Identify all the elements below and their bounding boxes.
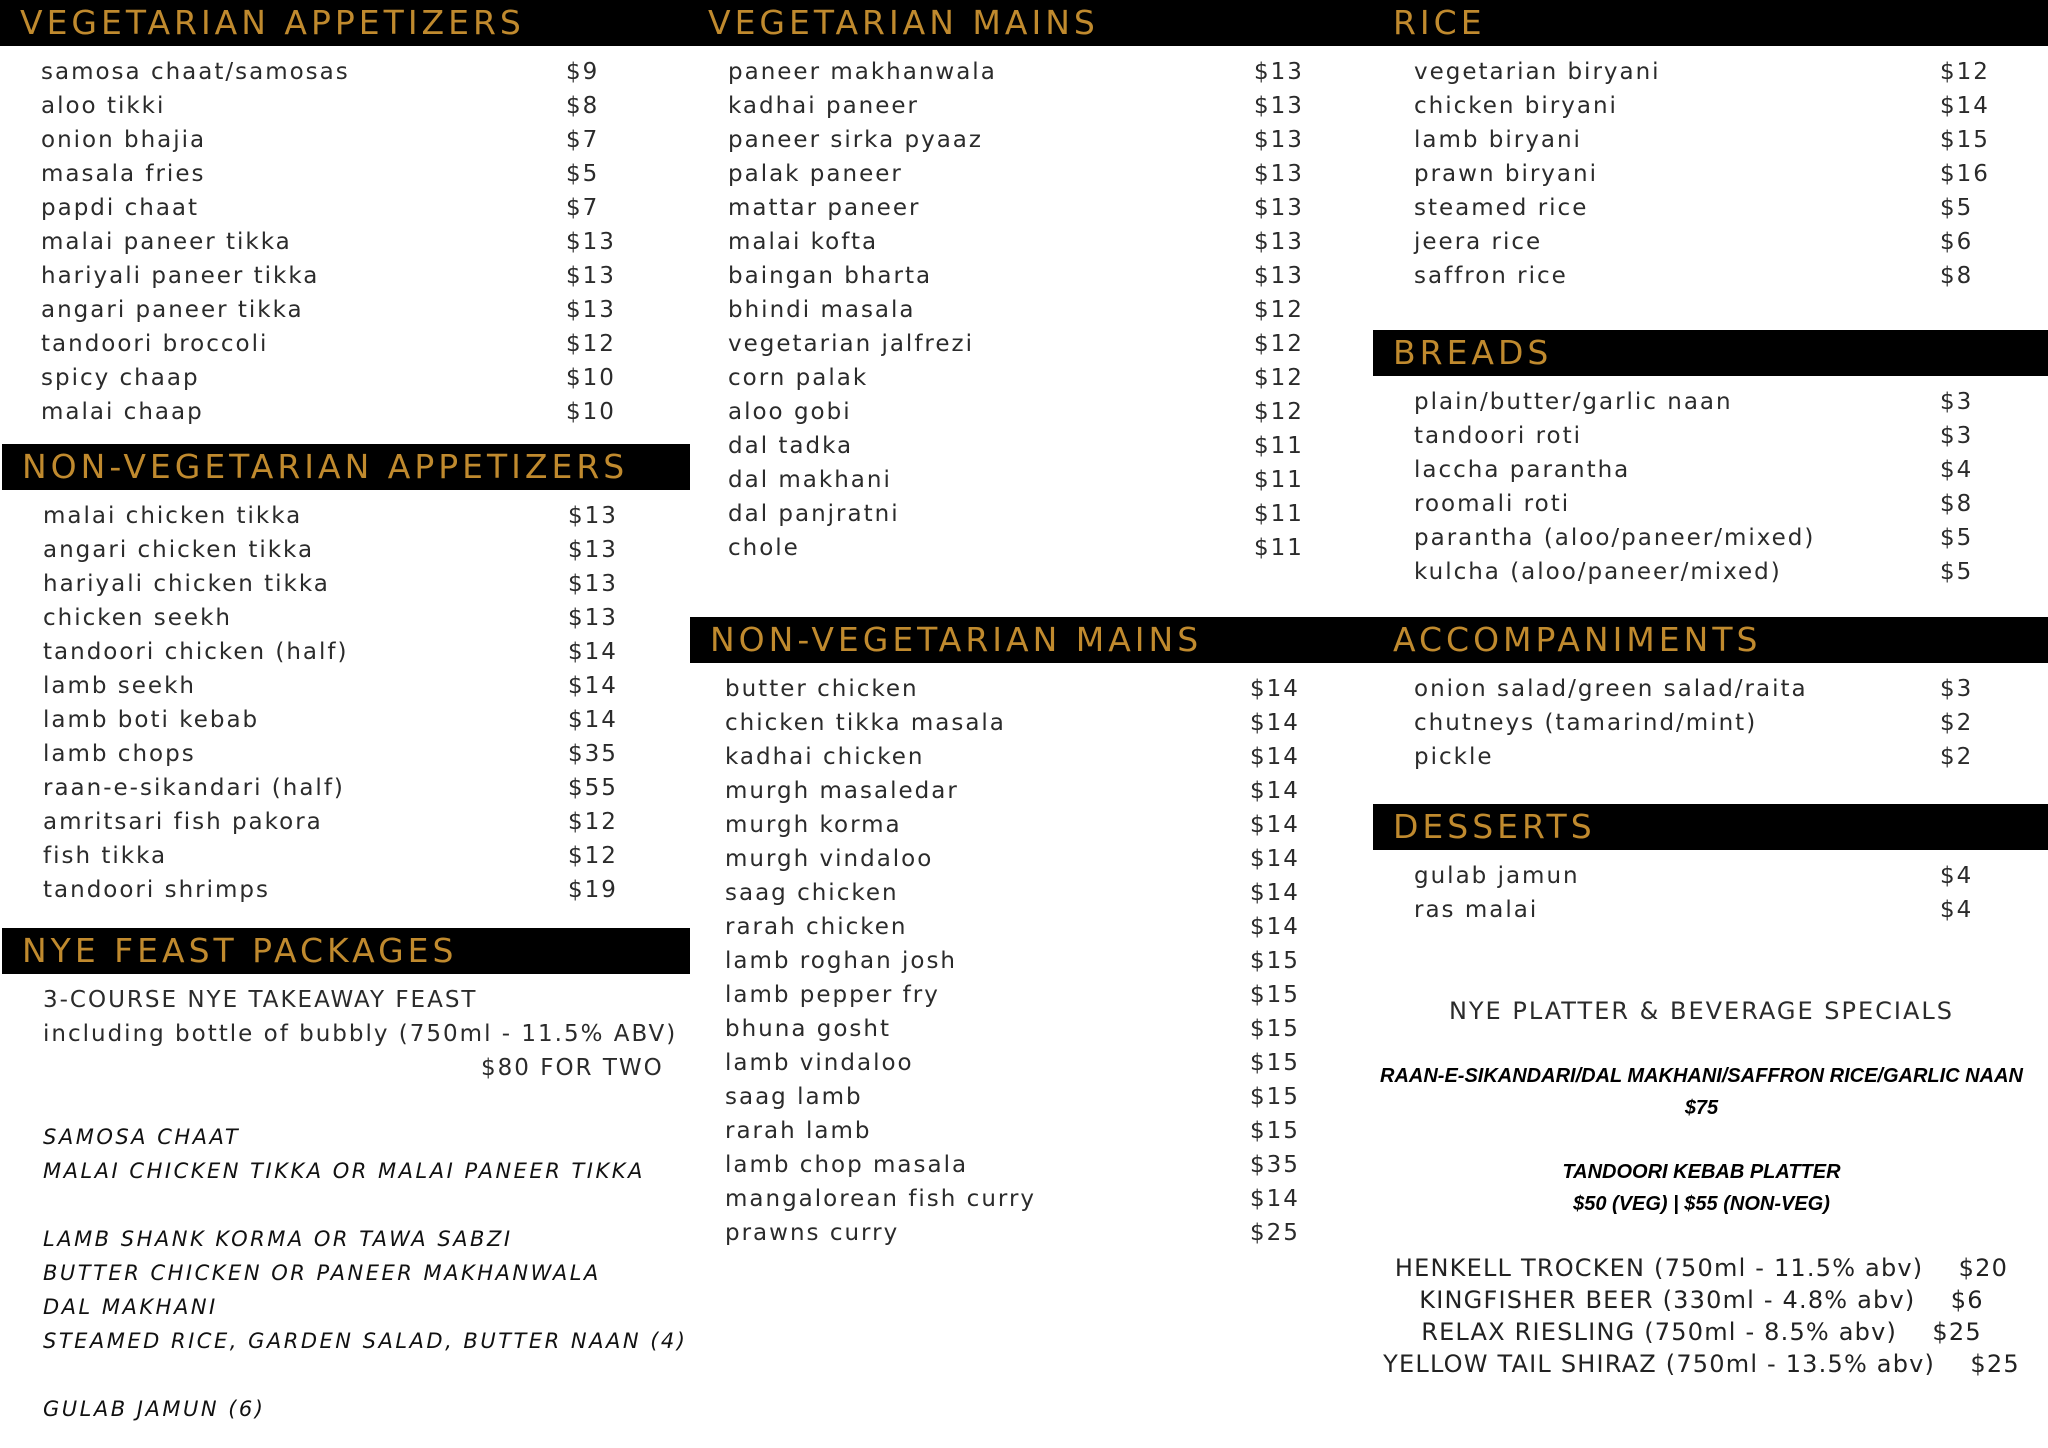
menu-item-name: papdi chaat — [41, 195, 200, 221]
menu-item-name: saag lamb — [725, 1084, 863, 1110]
menu-item-name: chicken biryani — [1414, 93, 1618, 119]
menu-item-price: $11 — [1254, 467, 1304, 493]
menu-item-price: $2 — [1940, 744, 1974, 770]
menu-item-name: mattar paneer — [728, 195, 921, 221]
menu-item-price: $13 — [568, 537, 618, 563]
menu-item-name: onion salad/green salad/raita — [1414, 676, 1808, 702]
menu-item-price: $13 — [568, 503, 618, 529]
menu-item-name: rarah chicken — [725, 914, 908, 940]
beverage-item: KINGFISHER BEER (330ml - 4.8% abv) $6 — [1419, 1286, 1984, 1314]
feast-course: DAL MAKHANI — [43, 1295, 218, 1319]
menu-item-name: paneer sirka pyaaz — [728, 127, 983, 153]
menu-item-name: lamb biryani — [1414, 127, 1582, 153]
menu-item-price: $13 — [1254, 59, 1304, 85]
menu-item-name: malai paneer tikka — [41, 229, 292, 255]
menu-item-price: $13 — [568, 605, 618, 631]
menu-item-name: lamb vindaloo — [725, 1050, 914, 1076]
menu-item-price: $13 — [1254, 195, 1304, 221]
menu-item-name: malai kofta — [728, 229, 879, 255]
menu-item-name: hariyali chicken tikka — [43, 571, 330, 597]
menu-item-name: vegetarian jalfrezi — [728, 331, 974, 357]
menu-item-name: gulab jamun — [1414, 863, 1580, 889]
feast-course: LAMB SHANK KORMA OR TAWA SABZI — [43, 1227, 513, 1251]
menu-item-name: bhindi masala — [728, 297, 916, 323]
menu-item-price: $13 — [566, 297, 616, 323]
menu-item-name: murgh korma — [725, 812, 902, 838]
menu-item-price: $12 — [1254, 399, 1304, 425]
menu-item-name: fish tikka — [43, 843, 168, 869]
menu-item-price: $12 — [566, 331, 616, 357]
menu-item-name: angari chicken tikka — [43, 537, 315, 563]
menu-item-price: $13 — [568, 571, 618, 597]
menu-item-price: $8 — [1940, 263, 1974, 289]
menu-item-name: samosa chaat/samosas — [41, 59, 350, 85]
menu-item-price: $13 — [566, 229, 616, 255]
menu-item-price: $13 — [566, 263, 616, 289]
menu-item-price: $14 — [568, 673, 618, 699]
header-feast-packages: NYE FEAST PACKAGES — [2, 928, 690, 974]
menu-item-price: $12 — [1254, 297, 1304, 323]
menu-item-name: malai chicken tikka — [43, 503, 303, 529]
menu-item-name: kulcha (aloo/paneer/mixed) — [1414, 559, 1782, 585]
menu-item-name: vegetarian biryani — [1414, 59, 1661, 85]
menu-item-name: mangalorean fish curry — [725, 1186, 1037, 1212]
menu-item-name: roomali roti — [1414, 491, 1571, 517]
menu-item-name: hariyali paneer tikka — [41, 263, 320, 289]
menu-item-price: $14 — [1250, 846, 1300, 872]
menu-item-name: malai chaap — [41, 399, 204, 425]
menu-item-price: $14 — [568, 707, 618, 733]
menu-item-price: $14 — [1250, 778, 1300, 804]
menu-item-name: lamb roghan josh — [725, 948, 958, 974]
feast-course: GULAB JAMUN (6) — [43, 1397, 266, 1421]
menu-item-price: $13 — [1254, 127, 1304, 153]
menu-item-name: corn palak — [728, 365, 869, 391]
menu-item-price: $3 — [1940, 676, 1974, 702]
menu-item-price: $5 — [1940, 525, 1974, 551]
menu-item-price: $15 — [1250, 1118, 1300, 1144]
menu-item-price: $8 — [566, 93, 600, 119]
menu-item-name: murgh masaledar — [725, 778, 959, 804]
menu-item-name: lamb pepper fry — [725, 982, 940, 1008]
menu-item-name: lamb chops — [43, 741, 196, 767]
menu-item-price: $9 — [566, 59, 600, 85]
menu-item-name: tandoori shrimps — [43, 877, 270, 903]
menu-item-price: $10 — [566, 399, 616, 425]
menu-item-price: $15 — [1940, 127, 1990, 153]
feast-line2: including bottle of bubbly (750ml - 11.5% ABV) — [43, 1021, 678, 1047]
menu-item-name: prawns curry — [725, 1220, 900, 1246]
platter2-text: TANDOORI KEBAB PLATTER — [1562, 1161, 1841, 1183]
menu-item-name: steamed rice — [1414, 195, 1589, 221]
menu-item-price: $5 — [1940, 195, 1974, 221]
header-veg-mains: VEGETARIAN MAINS — [688, 0, 1373, 46]
menu-item-price: $14 — [1250, 710, 1300, 736]
menu-item-name: chole — [728, 535, 800, 561]
beverage-item: RELAX RIESLING (750ml - 8.5% abv) $25 — [1421, 1318, 1982, 1346]
menu-item-price: $15 — [1250, 1016, 1300, 1042]
feast-line1: 3-COURSE NYE TAKEAWAY FEAST — [43, 987, 478, 1013]
menu-item-price: $14 — [1250, 812, 1300, 838]
menu-item-name: pickle — [1414, 744, 1494, 770]
menu-item-name: ras malai — [1414, 897, 1539, 923]
menu-item-name: masala fries — [41, 161, 206, 187]
menu-item-name: paneer makhanwala — [728, 59, 997, 85]
platter1-price: $75 — [1684, 1097, 1719, 1119]
feast-course: BUTTER CHICKEN OR PANEER MAKHANWALA — [43, 1261, 601, 1285]
menu-item-name: bhuna gosht — [725, 1016, 891, 1042]
menu-item-name: lamb boti kebab — [43, 707, 260, 733]
menu-item-price: $13 — [1254, 161, 1304, 187]
menu-item-name: dal makhani — [728, 467, 892, 493]
menu-item-price: $15 — [1250, 948, 1300, 974]
menu-item-price: $12 — [1940, 59, 1990, 85]
menu-item-price: $2 — [1940, 710, 1974, 736]
menu-item-name: spicy chaap — [41, 365, 200, 391]
menu-item-name: dal tadka — [728, 433, 854, 459]
menu-item-price: $12 — [1254, 331, 1304, 357]
menu-item-price: $14 — [1940, 93, 1990, 119]
menu-item-price: $13 — [1254, 263, 1304, 289]
header-accompaniments: ACCOMPANIMENTS — [1373, 617, 2048, 663]
menu-item-name: plain/butter/garlic naan — [1414, 389, 1733, 415]
menu-item-name: angari paneer tikka — [41, 297, 304, 323]
menu-item-price: $6 — [1940, 229, 1974, 255]
menu-item-price: $4 — [1940, 897, 1974, 923]
specials-title: NYE PLATTER & BEVERAGE SPECIALS — [1448, 997, 1955, 1025]
menu-item-name: kadhai paneer — [728, 93, 920, 119]
menu-item-name: aloo tikki — [41, 93, 166, 119]
menu-item-price: $4 — [1940, 863, 1974, 889]
menu-item-price: $3 — [1940, 423, 1974, 449]
header-breads: BREADS — [1373, 330, 2048, 376]
menu-item-name: tandoori broccoli — [41, 331, 269, 357]
menu-item-price: $12 — [568, 809, 618, 835]
menu-item-name: murgh vindaloo — [725, 846, 934, 872]
header-veg-appetizers: VEGETARIAN APPETIZERS — [0, 0, 688, 46]
platter2-price: $50 (VEG) | $55 (NON-VEG) — [1573, 1193, 1830, 1215]
menu-item-name: chutneys (tamarind/mint) — [1414, 710, 1758, 736]
header-rice: RICE — [1373, 0, 2048, 46]
header-nonveg-mains: NON-VEGETARIAN MAINS — [690, 617, 1373, 663]
menu-item-price: $7 — [566, 195, 600, 221]
menu-item-name: dal panjratni — [728, 501, 900, 527]
menu-item-price: $35 — [1250, 1152, 1300, 1178]
menu-item-price: $15 — [1250, 982, 1300, 1008]
menu-item-price: $15 — [1250, 1084, 1300, 1110]
menu-item-name: saag chicken — [725, 880, 899, 906]
menu-item-name: raan-e-sikandari (half) — [43, 775, 345, 801]
menu-item-price: $8 — [1940, 491, 1974, 517]
menu-item-price: $12 — [568, 843, 618, 869]
menu-item-price: $14 — [1250, 880, 1300, 906]
menu-item-name: aloo gobi — [728, 399, 852, 425]
menu-item-name: tandoori chicken (half) — [43, 639, 349, 665]
menu-item-name: onion bhajia — [41, 127, 207, 153]
menu-item-price: $35 — [568, 741, 618, 767]
menu-item-name: jeera rice — [1414, 229, 1543, 255]
menu-item-price: $14 — [1250, 744, 1300, 770]
menu-item-name: chicken tikka masala — [725, 710, 1006, 736]
menu-item-name: saffron rice — [1414, 263, 1568, 289]
menu-item-price: $15 — [1250, 1050, 1300, 1076]
menu-item-name: laccha parantha — [1414, 457, 1631, 483]
menu-item-name: chicken seekh — [43, 605, 232, 631]
menu-item-name: tandoori roti — [1414, 423, 1583, 449]
beverage-item: HENKELL TROCKEN (750ml - 11.5% abv) $20 — [1394, 1254, 2009, 1282]
menu-item-price: $11 — [1254, 501, 1304, 527]
menu-item-price: $10 — [566, 365, 616, 391]
menu-item-price: $14 — [1250, 1186, 1300, 1212]
menu-item-name: palak paneer — [728, 161, 903, 187]
feast-course: STEAMED RICE, GARDEN SALAD, BUTTER NAAN (4) — [43, 1329, 688, 1353]
menu-item-price: $4 — [1940, 457, 1974, 483]
menu-item-price: $13 — [1254, 93, 1304, 119]
platter1-text: RAAN-E-SIKANDARI/DAL MAKHANI/SAFFRON RICE/GARLIC NAAN — [1380, 1065, 2023, 1087]
header-nonveg-appetizers: NON-VEGETARIAN APPETIZERS — [2, 444, 690, 490]
menu-item-price: $55 — [568, 775, 618, 801]
menu-item-name: amritsari fish pakora — [43, 809, 323, 835]
menu-item-price: $3 — [1940, 389, 1974, 415]
header-desserts: DESSERTS — [1373, 804, 2048, 850]
menu-item-price: $16 — [1940, 161, 1990, 187]
menu-item-name: butter chicken — [725, 676, 919, 702]
menu-item-name: parantha (aloo/paneer/mixed) — [1414, 525, 1816, 551]
menu-item-price: $11 — [1254, 535, 1304, 561]
beverage-item: YELLOW TAIL SHIRAZ (750ml - 13.5% abv) $25 — [1383, 1350, 2020, 1378]
menu-item-price: $14 — [568, 639, 618, 665]
menu-item-name: lamb seekh — [43, 673, 196, 699]
feast-price: $80 FOR TWO — [481, 1055, 664, 1081]
menu-item-price: $25 — [1250, 1220, 1300, 1246]
menu-item-price: $5 — [566, 161, 600, 187]
menu-item-price: $12 — [1254, 365, 1304, 391]
menu-item-name: prawn biryani — [1414, 161, 1598, 187]
menu-item-name: rarah lamb — [725, 1118, 872, 1144]
menu-item-price: $5 — [1940, 559, 1974, 585]
feast-course: MALAI CHICKEN TIKKA OR MALAI PANEER TIKKA — [43, 1159, 645, 1183]
feast-course: SAMOSA CHAAT — [43, 1125, 241, 1149]
menu-item-name: baingan bharta — [728, 263, 933, 289]
menu-item-price: $7 — [566, 127, 600, 153]
menu-item-price: $13 — [1254, 229, 1304, 255]
menu-item-price: $19 — [568, 877, 618, 903]
menu-item-name: kadhai chicken — [725, 744, 925, 770]
menu-item-price: $11 — [1254, 433, 1304, 459]
menu-item-name: lamb chop masala — [725, 1152, 969, 1178]
menu-item-price: $14 — [1250, 914, 1300, 940]
menu-item-price: $14 — [1250, 676, 1300, 702]
